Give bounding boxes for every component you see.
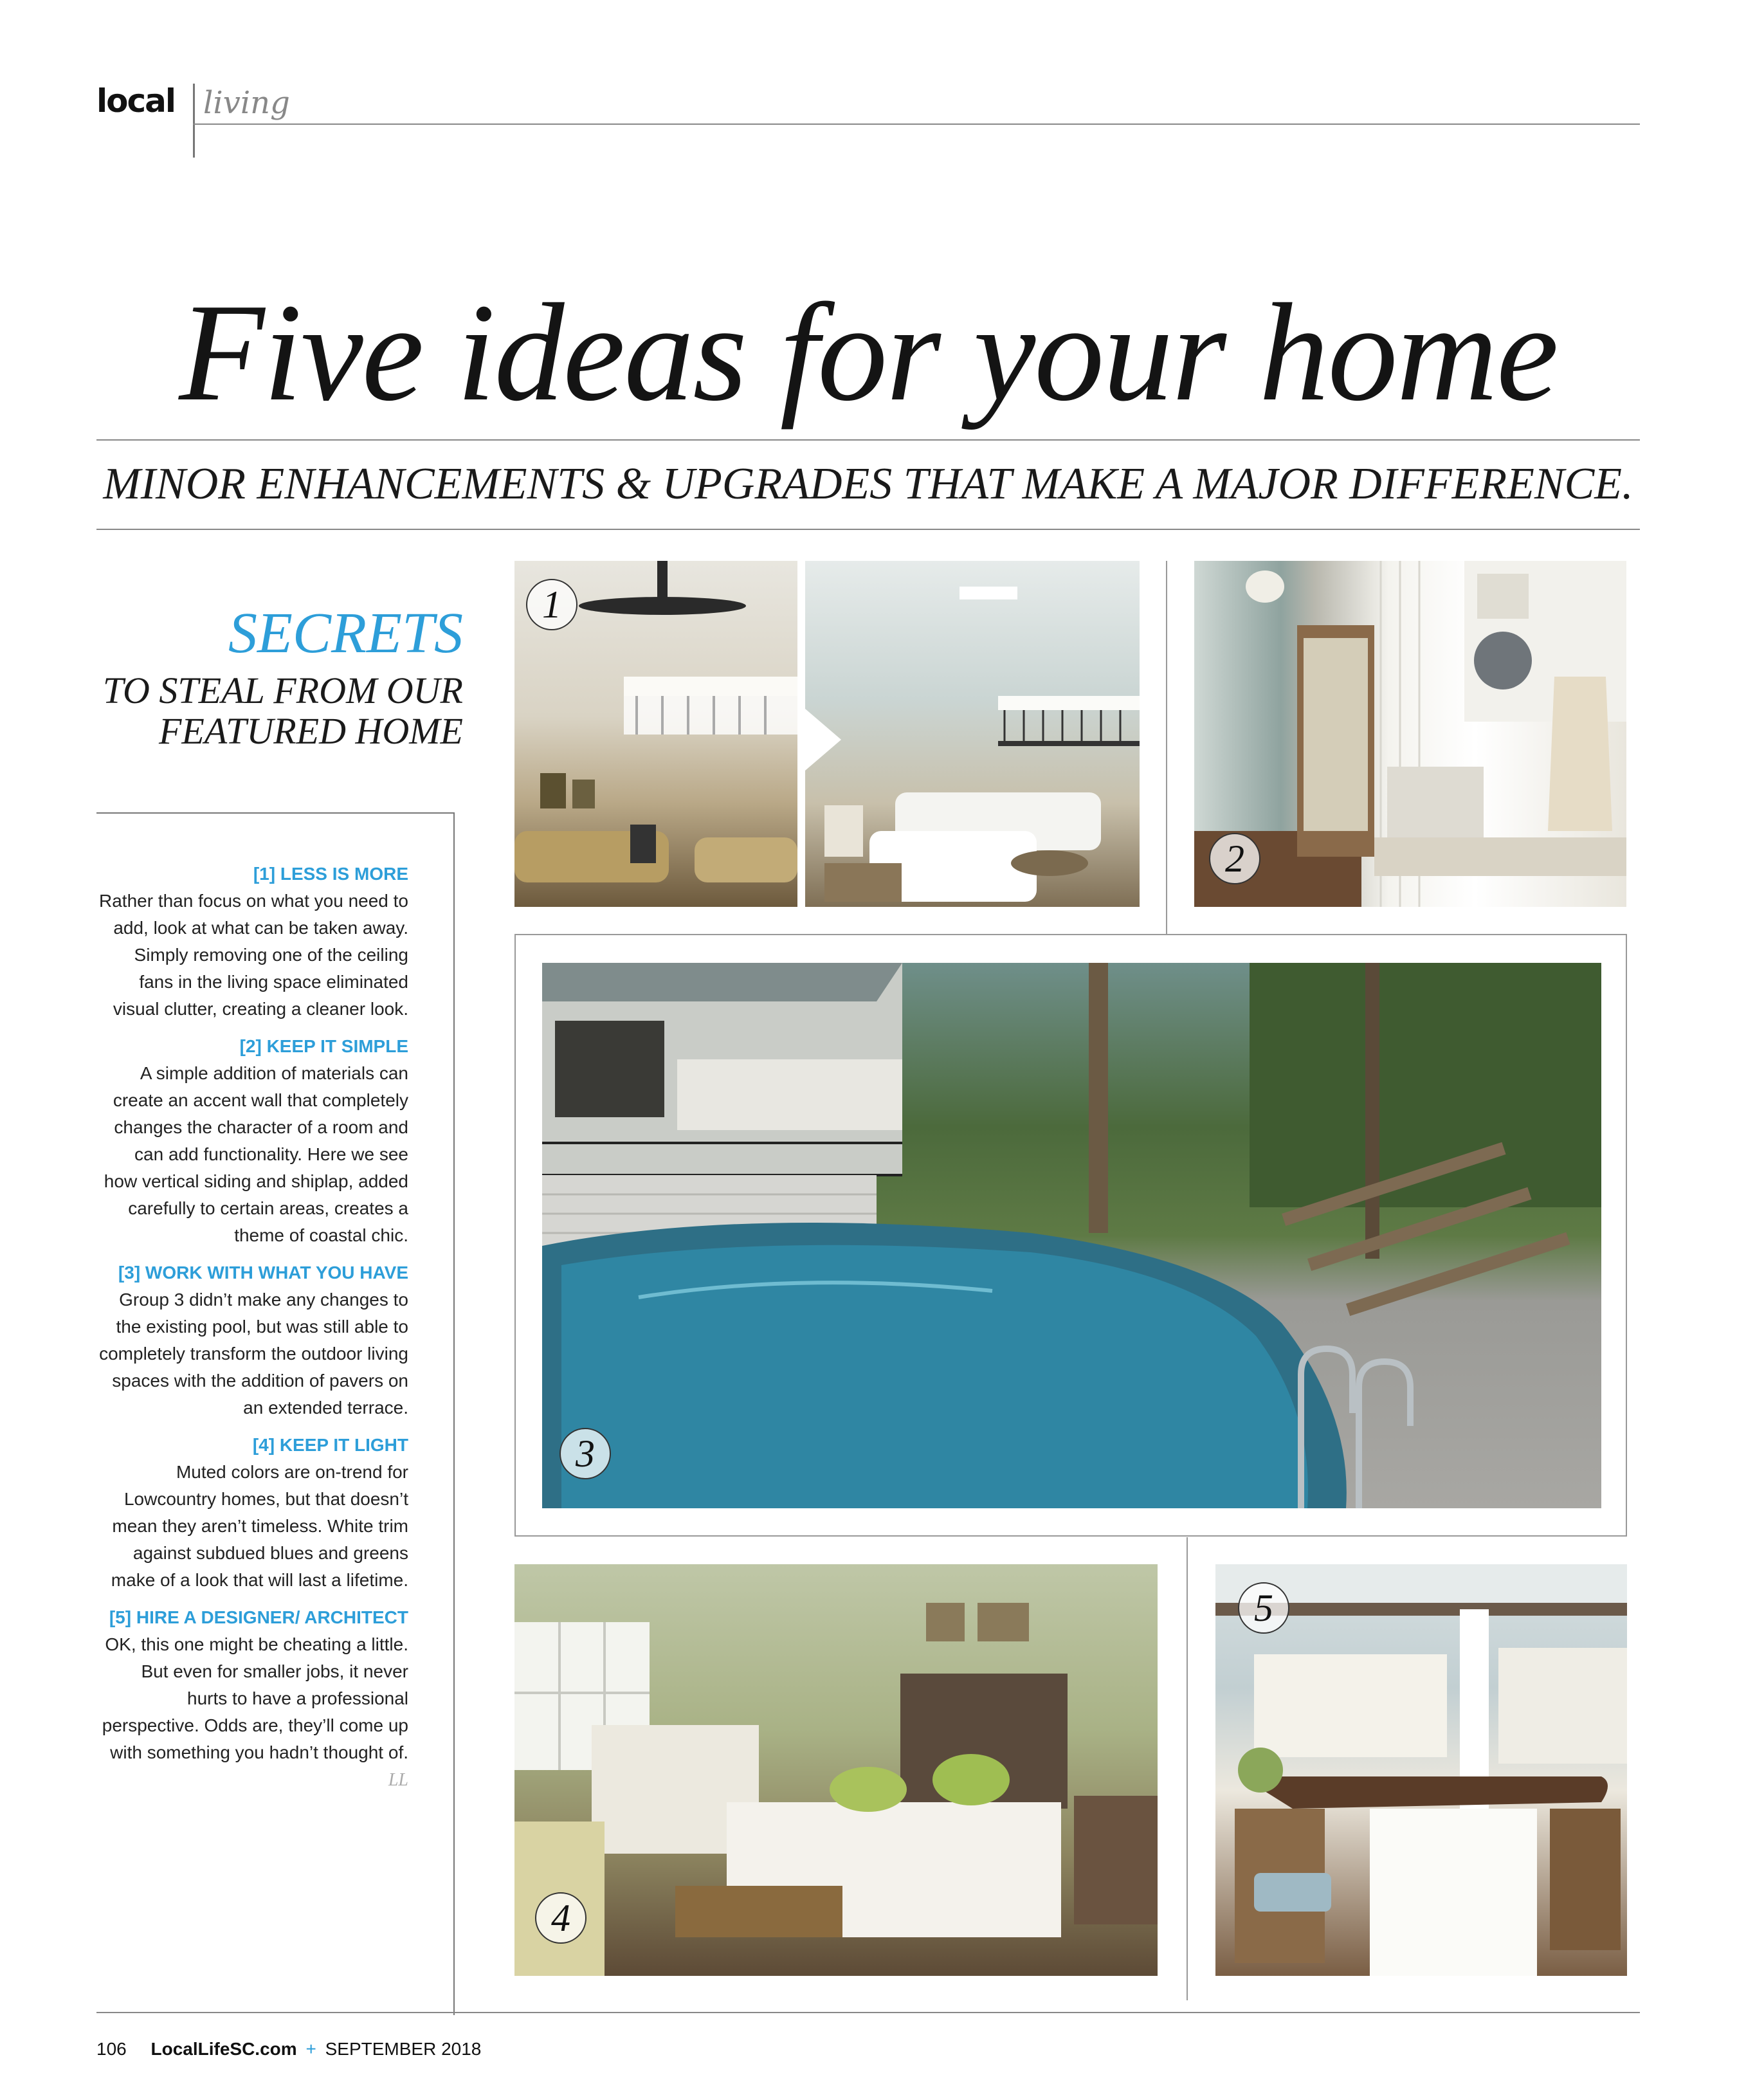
sidebar-rule-horizontal xyxy=(96,812,455,814)
photo-number-1: 1 xyxy=(526,579,577,630)
photo-divider-2 xyxy=(1187,1537,1188,2000)
footer-date: SEPTEMBER 2018 xyxy=(325,2039,482,2059)
sidebar-rule-vertical xyxy=(453,812,455,2015)
pool-illustration xyxy=(542,963,1601,1508)
secrets-line-1: TO STEAL FROM OUR xyxy=(102,670,463,711)
article-subtitle: MINOR ENHANCEMENTS & UPGRADES THAT MAKE A MAJOR DIFFERENCE. xyxy=(103,459,1633,509)
tip-1-heading: [1] LESS IS MORE xyxy=(253,864,408,884)
tip-1-body: Rather than focus on what you need to add, look at what can be taken away. Simply removing one of the ceiling fans in the living space eliminated visual clutter, creating a cleaner look. xyxy=(99,891,408,1019)
author-signature: LL xyxy=(388,1770,408,1790)
tip-5-body xyxy=(96,1631,408,1794)
title-rule-top xyxy=(96,439,1640,441)
section-label: living xyxy=(203,85,290,121)
photo-number-4: 4 xyxy=(535,1892,587,1944)
logo-divider xyxy=(193,84,195,158)
tips-column xyxy=(96,861,408,1804)
photo-living-room-after xyxy=(805,561,1140,907)
page-footer xyxy=(96,2039,481,2059)
footer-plus: + xyxy=(305,2039,316,2059)
tip-5-body-text: OK, this one might be cheating a little. But even for smaller jobs, it never hurts to have a professional perspective. Odds are, they’ll come up with something you hadn’t thought of. xyxy=(102,1634,408,1762)
tip-4-heading: [4] KEEP IT LIGHT xyxy=(252,1435,408,1455)
footer-site-link[interactable]: LocalLifeSC.com xyxy=(150,2039,297,2059)
tip-3-heading: [3] WORK WITH WHAT YOU HAVE xyxy=(118,1263,408,1283)
photo-number-2: 2 xyxy=(1209,833,1260,884)
secrets-kicker: SECRETS xyxy=(228,601,463,665)
title-rule-bottom xyxy=(96,529,1640,530)
living-room-after-illustration xyxy=(805,561,1140,907)
tip-2-body: A simple addition of materials can create an accent wall that completely changes the character of a room and can add functionality. Here we see how vertical siding and shiplap, added carefully to certain areas, creates a theme of coastal chic. xyxy=(104,1063,408,1245)
brand-logo: local xyxy=(96,82,176,120)
photo-divider-1 xyxy=(1166,561,1167,934)
transition-arrow-icon xyxy=(805,709,841,771)
tip-3-body: Group 3 didn’t make any changes to the existing pool, but was still able to completely transform the outdoor living spaces with the addition of pavers on an extended terrace. xyxy=(99,1290,408,1418)
tip-5-heading: [5] HIRE A DESIGNER/ ARCHITECT xyxy=(109,1607,408,1627)
bedroom-illustration xyxy=(514,1564,1158,1976)
footer-rule xyxy=(96,2012,1640,2013)
photo-number-5: 5 xyxy=(1238,1582,1289,1634)
article-title: Five ideas for your home xyxy=(179,275,1558,430)
page-number: 106 xyxy=(96,2039,127,2059)
header-rule xyxy=(193,123,1640,125)
tip-2-heading: [2] KEEP IT SIMPLE xyxy=(239,1036,408,1056)
secrets-line-2: FEATURED HOME xyxy=(158,710,463,752)
photo-number-3: 3 xyxy=(559,1428,611,1479)
photo-pool xyxy=(542,963,1601,1508)
tip-4-body: Muted colors are on-trend for Lowcountry homes, but that doesn’t mean they aren’t timeless. White trim against subdued blues and greens make of a look that will last a lifetime. xyxy=(111,1462,408,1590)
photo-bedroom xyxy=(514,1564,1158,1976)
